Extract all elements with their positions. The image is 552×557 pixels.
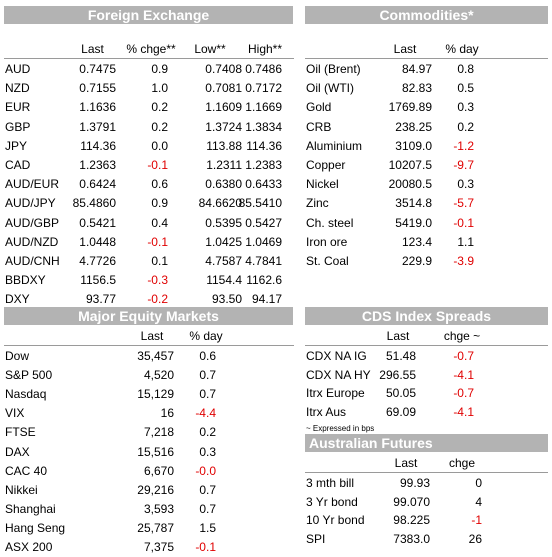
- equity-label: S&P 500: [5, 368, 53, 383]
- fx-last: 1.2363: [79, 158, 116, 172]
- equity-row: [0, 500, 300, 519]
- fx-last: 114.36: [80, 138, 116, 153]
- cds-col-chge: chge ~: [443, 329, 481, 343]
- fx-high: 0.5427: [245, 215, 282, 230]
- equity-day: 0.7: [199, 387, 216, 402]
- fx-low: 1.0425: [205, 234, 242, 249]
- equity-row: [0, 385, 300, 404]
- commodity-last: 238.25: [395, 119, 432, 134]
- fx-label: AUD/JPY: [5, 196, 56, 211]
- commodity-day: 0.3: [457, 177, 474, 192]
- fx-last: 1.3791: [79, 119, 116, 134]
- commodity-day: -1.2: [453, 138, 474, 153]
- fx-low: 0.7408: [205, 62, 242, 76]
- fx-last: 85.4860: [72, 196, 116, 211]
- cds-row: [302, 347, 552, 366]
- commodity-row: [302, 233, 552, 252]
- fx-label: EUR: [5, 100, 31, 115]
- commodity-row: [302, 118, 552, 137]
- futures-chge: -1: [471, 513, 482, 527]
- equity-day: 0.2: [199, 425, 216, 440]
- equity-last: 35,457: [137, 349, 174, 363]
- commodity-label: Oil (WTI): [306, 81, 354, 96]
- fx-row: [0, 252, 300, 271]
- fx-last: 1.1636: [79, 100, 116, 115]
- equity-day: 1.5: [199, 520, 216, 535]
- fx-chge: -0.3: [147, 273, 168, 288]
- equity-row: [0, 462, 300, 481]
- fx-low: 1.3724: [205, 119, 242, 134]
- commodity-row: [302, 214, 552, 233]
- fx-last: 0.7155: [79, 81, 116, 96]
- fx-table: [0, 40, 300, 307]
- equity-row: [0, 404, 300, 423]
- fx-label: NZD: [5, 81, 30, 96]
- fx-last: 0.5421: [79, 215, 116, 230]
- equity-row: [0, 366, 300, 385]
- fx-low: 1.1609: [205, 100, 242, 115]
- commodities-col-headers: [302, 40, 552, 59]
- fx-chge: 0.2: [151, 100, 168, 115]
- equity-col-day: % day: [189, 329, 223, 343]
- fx-label: GBP: [5, 119, 31, 134]
- fx-low: 1154.4: [206, 273, 242, 288]
- commodity-label: CRB: [306, 119, 332, 134]
- fx-last: 93.77: [85, 292, 116, 307]
- fx-label: CAD: [5, 158, 31, 172]
- fx-label: AUD/GBP: [5, 215, 60, 230]
- cds-row: [302, 366, 552, 385]
- cds-chge: -0.7: [453, 386, 474, 400]
- commodities-col-last: Last: [393, 42, 417, 56]
- futures-chge: 0: [475, 476, 482, 490]
- cds-col-last: Last: [386, 329, 410, 343]
- cds-chge: -0.7: [453, 349, 474, 363]
- fx-row: [0, 214, 300, 233]
- commodity-label: Iron ore: [306, 234, 348, 249]
- fx-col-headers: [0, 40, 300, 59]
- cds-last: 296.55: [379, 367, 416, 382]
- equity-row: [0, 519, 300, 538]
- futures-col-chge: chge: [448, 456, 476, 470]
- cds-last: 50.05: [385, 386, 416, 400]
- cds-label: Itrx Aus: [306, 404, 347, 419]
- equity-last: 7,375: [143, 540, 174, 554]
- equity-label: Nasdaq: [5, 387, 47, 402]
- futures-col-headers: [302, 454, 552, 473]
- fx-low: 0.5395: [205, 215, 242, 230]
- fx-last: 0.7475: [79, 62, 116, 76]
- cds-table: [302, 327, 552, 427]
- fx-row: [0, 118, 300, 137]
- commodity-row: [302, 194, 552, 213]
- commodity-day: -0.1: [453, 215, 474, 230]
- futures-chge: 4: [475, 494, 482, 509]
- futures-last: 98.225: [393, 513, 430, 527]
- cds-header: CDS Index Spreads: [305, 307, 548, 325]
- equity-label: Hang Seng: [5, 520, 66, 535]
- equity-row: [0, 347, 300, 366]
- commodity-last: 5419.0: [395, 215, 432, 230]
- fx-rule: [4, 58, 294, 59]
- fx-label: AUD: [5, 62, 31, 76]
- fx-label: AUD/NZD: [5, 234, 59, 249]
- fx-high: 1.1669: [245, 100, 282, 115]
- equity-row: [0, 423, 300, 442]
- futures-label: SPI: [306, 531, 326, 546]
- equity-day: 0.3: [199, 444, 216, 459]
- cds-last: 69.09: [385, 404, 416, 419]
- fx-col-chge: % chge**: [126, 42, 176, 56]
- fx-col-high: High**: [247, 42, 283, 56]
- fx-last: 4.7726: [79, 254, 116, 268]
- fx-low: 1.2311: [206, 158, 242, 172]
- fx-label: JPY: [5, 138, 28, 153]
- cds-label: CDX NA IG: [306, 349, 367, 363]
- equity-last: 7,218: [143, 425, 174, 440]
- cds-row: [302, 384, 552, 403]
- equity-label: ASX 200: [5, 540, 53, 554]
- fx-chge: 0.9: [151, 62, 168, 76]
- fx-high: 94.17: [251, 292, 282, 307]
- commodity-label: Zinc: [306, 196, 329, 211]
- commodity-last: 3109.0: [395, 138, 432, 153]
- commodity-day: 0.5: [457, 81, 474, 96]
- commodity-last: 3514.8: [395, 196, 432, 211]
- fx-low: 93.50: [211, 292, 242, 307]
- commodity-label: Ch. steel: [306, 215, 354, 230]
- fx-low: 0.7081: [205, 81, 242, 96]
- fx-label: BBDXY: [5, 273, 46, 288]
- fx-high: 4.7841: [245, 254, 282, 268]
- fx-chge: -0.1: [147, 158, 168, 172]
- commodity-day: -5.7: [453, 196, 474, 211]
- equity-row: [0, 443, 300, 462]
- fx-high: 85.5410: [238, 196, 282, 211]
- futures-label: 10 Yr bond: [306, 513, 365, 527]
- cds-chge: -4.1: [453, 404, 474, 419]
- fx-row: [0, 98, 300, 117]
- equity-header: Major Equity Markets: [4, 307, 293, 325]
- commodity-last: 82.83: [401, 81, 432, 96]
- commodity-label: Nickel: [306, 177, 339, 192]
- equity-col-last: Last: [140, 329, 164, 343]
- fx-high: 114.36: [246, 138, 282, 153]
- fx-row: [0, 271, 300, 290]
- fx-chge: 0.1: [151, 254, 168, 268]
- futures-row: [302, 530, 552, 549]
- cds-label: Itrx Europe: [306, 386, 365, 400]
- equity-label: Dow: [5, 349, 30, 363]
- commodity-day: -9.7: [453, 158, 474, 172]
- fx-chge: 0.6: [151, 177, 168, 192]
- futures-row: [302, 511, 552, 530]
- commodity-day: 0.8: [457, 62, 474, 76]
- cds-rule: [305, 345, 548, 346]
- futures-header: Australian Futures: [305, 434, 548, 452]
- commodity-row: [302, 252, 552, 271]
- equity-day: 0.7: [199, 482, 216, 497]
- fx-high: 0.6433: [245, 177, 282, 192]
- fx-row: [0, 233, 300, 252]
- equity-last: 16: [160, 406, 174, 421]
- fx-label: AUD/CNH: [5, 254, 60, 268]
- commodity-row: [302, 156, 552, 175]
- equity-last: 3,593: [143, 501, 174, 516]
- cds-label: CDX NA HY: [306, 367, 371, 382]
- fx-row: [0, 79, 300, 98]
- commodity-last: 123.4: [401, 234, 432, 249]
- fx-chge: 0.4: [151, 215, 168, 230]
- fx-high: 1162.6: [246, 273, 282, 288]
- fx-high: 1.2383: [245, 158, 282, 172]
- fx-header: Foreign Exchange: [4, 6, 293, 24]
- equity-day: -0.1: [195, 540, 216, 554]
- equity-label: CAC 40: [5, 463, 48, 478]
- cds-footnote: ~ Expressed in bps: [306, 424, 375, 433]
- commodities-header: Commodities*: [305, 6, 548, 24]
- commodity-label: Oil (Brent): [306, 62, 361, 76]
- futures-last: 99.93: [399, 476, 430, 490]
- futures-row: [302, 493, 552, 512]
- commodity-label: Copper: [306, 158, 346, 172]
- fx-row: [0, 156, 300, 175]
- equity-last: 29,216: [137, 482, 174, 497]
- fx-row: [0, 60, 300, 79]
- futures-table: [302, 454, 552, 554]
- commodity-day: 0.3: [457, 100, 474, 115]
- fx-last: 1156.5: [80, 273, 116, 288]
- equity-row: [0, 538, 300, 557]
- equity-last: 25,787: [137, 520, 174, 535]
- commodity-row: [302, 175, 552, 194]
- equity-col-headers: [0, 327, 300, 346]
- commodity-row: [302, 60, 552, 79]
- equity-last: 15,516: [137, 444, 174, 459]
- commodities-col-day: % day: [445, 42, 479, 56]
- fx-last: 1.0448: [79, 234, 116, 249]
- equity-day: 0.7: [199, 368, 216, 383]
- fx-label: AUD/EUR: [5, 177, 60, 192]
- fx-chge: 1.0: [151, 81, 168, 96]
- equity-row: [0, 481, 300, 500]
- fx-high: 0.7172: [245, 81, 282, 96]
- commodity-last: 84.97: [401, 62, 432, 76]
- fx-chge: -0.2: [147, 292, 168, 307]
- commodity-last: 1769.89: [388, 100, 432, 115]
- equity-label: FTSE: [5, 425, 36, 440]
- fx-row: [0, 194, 300, 213]
- futures-last: 7383.0: [393, 531, 430, 546]
- commodity-label: Aluminium: [306, 138, 363, 153]
- commodities-rule: [305, 58, 548, 59]
- equity-day: 0.6: [199, 349, 216, 363]
- equity-label: DAX: [5, 444, 30, 459]
- cds-chge: -4.1: [453, 367, 474, 382]
- fx-last: 0.6424: [79, 177, 116, 192]
- futures-row: [302, 474, 552, 493]
- fx-high: 1.3834: [245, 119, 282, 134]
- equity-day: -0.0: [195, 463, 216, 478]
- commodity-last: 229.9: [401, 254, 432, 268]
- cds-last: 51.48: [385, 349, 416, 363]
- fx-row: [0, 175, 300, 194]
- equity-day: 0.7: [199, 501, 216, 516]
- commodity-last: 10207.5: [388, 158, 432, 172]
- commodity-last: 20080.5: [388, 177, 432, 192]
- futures-col-last: Last: [394, 456, 418, 470]
- fx-low: 84.6620: [198, 196, 242, 211]
- equity-label: Shanghai: [5, 501, 56, 516]
- equity-rule: [4, 345, 294, 346]
- fx-chge: 0.9: [151, 196, 168, 211]
- cds-col-headers: [302, 327, 552, 346]
- futures-chge: 26: [468, 531, 482, 546]
- futures-rule: [305, 472, 548, 473]
- equity-last: 15,129: [137, 387, 174, 402]
- futures-label: 3 mth bill: [306, 476, 355, 490]
- commodity-day: 1.1: [457, 234, 474, 249]
- fx-chge: 0.2: [151, 119, 168, 134]
- fx-col-last: Last: [81, 42, 104, 56]
- commodity-row: [302, 79, 552, 98]
- equity-day: -4.4: [195, 406, 216, 421]
- fx-low: 113.88: [206, 138, 242, 153]
- fx-chge: 0.0: [151, 138, 168, 153]
- fx-chge: -0.1: [147, 234, 168, 249]
- fx-col-low: Low**: [194, 42, 226, 56]
- fx-low: 4.7587: [205, 254, 242, 268]
- equity-label: Nikkei: [5, 482, 38, 497]
- commodity-day: 0.2: [457, 119, 474, 134]
- futures-last: 99.070: [393, 494, 430, 509]
- commodity-label: St. Coal: [306, 254, 349, 268]
- fx-label: DXY: [5, 292, 30, 307]
- equity-last: 6,670: [143, 463, 174, 478]
- commodity-label: Gold: [306, 100, 332, 115]
- futures-label: 3 Yr bond: [306, 494, 358, 509]
- equity-label: VIX: [5, 406, 25, 421]
- equity-table: [0, 327, 300, 557]
- commodities-table: [302, 40, 552, 268]
- commodity-day: -3.9: [453, 254, 474, 268]
- cds-row: [302, 403, 552, 422]
- equity-last: 4,520: [143, 368, 174, 383]
- fx-high: 1.0469: [245, 234, 282, 249]
- fx-low: 0.6380: [205, 177, 242, 192]
- fx-row: [0, 137, 300, 156]
- commodity-row: [302, 98, 552, 117]
- fx-high: 0.7486: [245, 62, 282, 76]
- commodity-row: [302, 137, 552, 156]
